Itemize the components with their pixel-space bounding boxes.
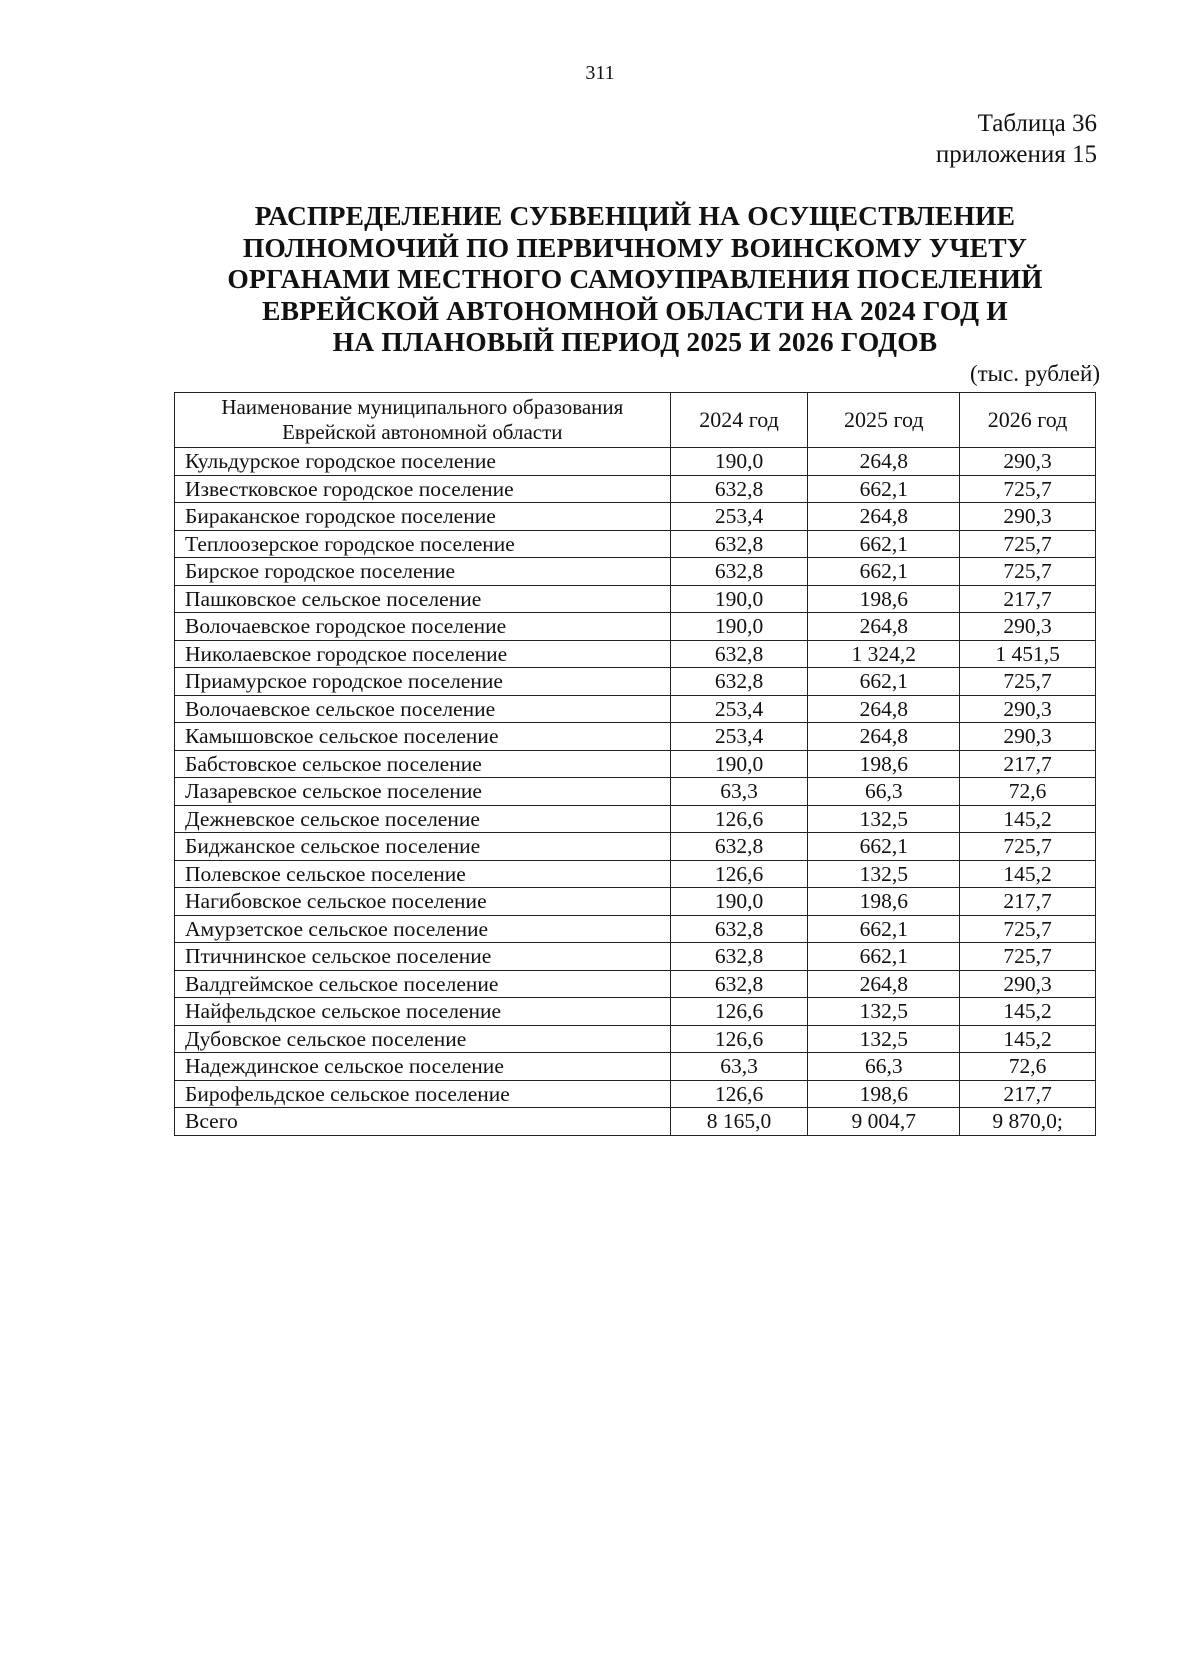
value-2025-cell: 264,8 (808, 723, 960, 751)
value-2024-cell: 8 165,0 (670, 1108, 808, 1136)
table-row (175, 668, 1096, 696)
value-2025-cell: 9 004,7 (808, 1108, 960, 1136)
municipality-cell: Волочаевское сельское поселение (175, 695, 671, 723)
value-2024-cell: 632,8 (670, 833, 808, 861)
table-row (175, 915, 1096, 943)
header-municipality (175, 393, 671, 448)
value-2025-cell: 264,8 (808, 970, 960, 998)
title-line: РАСПРЕДЕЛЕНИЕ СУБВЕНЦИЙ НА ОСУЩЕСТВЛЕНИЕ (254, 200, 1016, 231)
value-2026-cell: 217,7 (960, 750, 1096, 778)
municipality-cell: Камышовское сельское поселение (175, 723, 671, 751)
table-row (175, 695, 1096, 723)
municipality-cell: Нагибовское сельское поселение (175, 888, 671, 916)
value-2026-cell: 1 451,5 (960, 640, 1096, 668)
header-row (175, 393, 1096, 448)
value-2026-cell: 725,7 (960, 668, 1096, 696)
value-2026-cell: 290,3 (960, 723, 1096, 751)
value-2024-cell: 632,8 (670, 558, 808, 586)
value-2026-cell: 290,3 (960, 503, 1096, 531)
municipality-cell: Полевское сельское поселение (175, 860, 671, 888)
value-2024-cell: 126,6 (670, 998, 808, 1026)
value-2026-cell: 72,6 (960, 778, 1096, 806)
header-municipality-line1: Наименование муниципального образования (221, 395, 624, 419)
value-2024-cell: 126,6 (670, 860, 808, 888)
value-2026-cell: 725,7 (960, 833, 1096, 861)
municipality-cell: Надеждинское сельское поселение (175, 1053, 671, 1081)
table-row (175, 475, 1096, 503)
municipality-cell: Бираканское городское поселение (175, 503, 671, 531)
value-2025-cell: 662,1 (808, 833, 960, 861)
municipality-cell: Известковское городское поселение (175, 475, 671, 503)
value-2025-cell: 1 324,2 (808, 640, 960, 668)
table-row (175, 860, 1096, 888)
value-2026-cell: 145,2 (960, 998, 1096, 1026)
table-row (175, 530, 1096, 558)
municipality-cell: Дубовское сельское поселение (175, 1025, 671, 1053)
value-2024-cell: 126,6 (670, 805, 808, 833)
value-2025-cell: 198,6 (808, 750, 960, 778)
value-2026-cell: 9 870,0; (960, 1108, 1096, 1136)
value-2024-cell: 63,3 (670, 778, 808, 806)
table-row (175, 613, 1096, 641)
table-row (175, 640, 1096, 668)
value-2026-cell: 725,7 (960, 475, 1096, 503)
value-2026-cell: 145,2 (960, 805, 1096, 833)
value-2024-cell: 632,8 (670, 943, 808, 971)
header-municipality-line2: Еврейской автономной области (282, 420, 563, 444)
title-line: ЕВРЕЙСКОЙ АВТОНОМНОЙ ОБЛАСТИ НА 2024 ГОД И (262, 294, 1008, 326)
table-row (175, 585, 1096, 613)
table-row (175, 805, 1096, 833)
value-2026-cell: 72,6 (960, 1053, 1096, 1081)
value-2024-cell: 632,8 (670, 915, 808, 943)
value-2025-cell: 132,5 (808, 860, 960, 888)
table-row (175, 1053, 1096, 1081)
value-2024-cell: 190,0 (670, 585, 808, 613)
table-number: Таблица 36 (977, 110, 1097, 137)
municipality-cell: Бабстовское сельское поселение (175, 750, 671, 778)
title-line: ПОЛНОМОЧИЙ ПО ПЕРВИЧНОМУ ВОИНСКОМУ УЧЕТУ (242, 231, 1028, 263)
value-2026-cell: 217,7 (960, 888, 1096, 916)
table-row (175, 723, 1096, 751)
value-2026-cell: 217,7 (960, 585, 1096, 613)
value-2026-cell: 290,3 (960, 613, 1096, 641)
value-2025-cell: 132,5 (808, 998, 960, 1026)
value-2024-cell: 126,6 (670, 1025, 808, 1053)
value-2025-cell: 662,1 (808, 475, 960, 503)
value-2026-cell: 725,7 (960, 558, 1096, 586)
value-2026-cell: 290,3 (960, 448, 1096, 476)
value-2026-cell: 145,2 (960, 860, 1096, 888)
value-2024-cell: 632,8 (670, 668, 808, 696)
value-2024-cell: 63,3 (670, 1053, 808, 1081)
table-row (175, 558, 1096, 586)
value-2025-cell: 662,1 (808, 915, 960, 943)
value-2024-cell: 190,0 (670, 750, 808, 778)
value-2025-cell: 662,1 (808, 943, 960, 971)
table-reference (936, 108, 1097, 170)
table-row (175, 888, 1096, 916)
municipality-cell: Найфельдское сельское поселение (175, 998, 671, 1026)
table-row (175, 448, 1096, 476)
value-2025-cell: 662,1 (808, 668, 960, 696)
value-2025-cell: 264,8 (808, 503, 960, 531)
title-line: НА ПЛАНОВЫЙ ПЕРИОД 2025 И 2026 ГОДОВ (332, 326, 938, 357)
value-2025-cell: 132,5 (808, 1025, 960, 1053)
value-2025-cell: 662,1 (808, 530, 960, 558)
value-2025-cell: 198,6 (808, 585, 960, 613)
municipality-cell: Николаевское городское поселение (175, 640, 671, 668)
units-label: (тыс. рублей) (969, 361, 1100, 386)
table-row (175, 1080, 1096, 1108)
table-row (175, 943, 1096, 971)
page-number: 311 (585, 62, 615, 84)
header-2024: 2024 год (670, 393, 808, 448)
value-2024-cell: 126,6 (670, 1080, 808, 1108)
value-2025-cell: 198,6 (808, 1080, 960, 1108)
table-row (175, 1025, 1096, 1053)
value-2025-cell: 66,3 (808, 1053, 960, 1081)
value-2024-cell: 632,8 (670, 475, 808, 503)
municipality-cell: Кульдурское городское поселение (175, 448, 671, 476)
municipality-cell: Бирское городское поселение (175, 558, 671, 586)
document-title (155, 200, 1115, 358)
value-2024-cell: 190,0 (670, 613, 808, 641)
municipality-cell: Всего (175, 1108, 671, 1136)
table-row (175, 970, 1096, 998)
value-2024-cell: 253,4 (670, 503, 808, 531)
value-2026-cell: 725,7 (960, 943, 1096, 971)
municipality-cell: Теплоозерское городское поселение (175, 530, 671, 558)
value-2025-cell: 198,6 (808, 888, 960, 916)
value-2026-cell: 217,7 (960, 1080, 1096, 1108)
municipality-cell: Биджанское сельское поселение (175, 833, 671, 861)
value-2024-cell: 253,4 (670, 695, 808, 723)
value-2025-cell: 662,1 (808, 558, 960, 586)
value-2025-cell: 132,5 (808, 805, 960, 833)
value-2026-cell: 290,3 (960, 970, 1096, 998)
header-2025: 2025 год (808, 393, 960, 448)
value-2024-cell: 632,8 (670, 970, 808, 998)
value-2024-cell: 253,4 (670, 723, 808, 751)
header-2026: 2026 год (960, 393, 1096, 448)
municipality-cell: Лазаревское сельское поселение (175, 778, 671, 806)
table-body (175, 448, 1096, 1136)
value-2025-cell: 264,8 (808, 613, 960, 641)
table-row (175, 503, 1096, 531)
table-row (175, 750, 1096, 778)
table-row (175, 998, 1096, 1026)
municipality-cell: Амурзетское сельское поселение (175, 915, 671, 943)
value-2024-cell: 632,8 (670, 640, 808, 668)
title-line: ОРГАНАМИ МЕСТНОГО САМОУПРАВЛЕНИЯ ПОСЕЛЕНИЙ (227, 263, 1043, 294)
municipality-cell: Птичнинское сельское поселение (175, 943, 671, 971)
municipality-cell: Пашковское сельское поселение (175, 585, 671, 613)
municipality-cell: Волочаевское городское поселение (175, 613, 671, 641)
municipality-cell: Дежневское сельское поселение (175, 805, 671, 833)
value-2024-cell: 190,0 (670, 888, 808, 916)
municipality-cell: Приамурское городское поселение (175, 668, 671, 696)
table-header (175, 393, 1096, 448)
value-2026-cell: 290,3 (960, 695, 1096, 723)
municipality-cell: Бирофельдское сельское поселение (175, 1080, 671, 1108)
subvention-table (174, 392, 1096, 1136)
appendix-number: приложения 15 (935, 141, 1097, 168)
value-2026-cell: 145,2 (960, 1025, 1096, 1053)
table-row (175, 833, 1096, 861)
value-2025-cell: 264,8 (808, 448, 960, 476)
value-2025-cell: 66,3 (808, 778, 960, 806)
value-2024-cell: 632,8 (670, 530, 808, 558)
municipality-cell: Валдгеймское сельское поселение (175, 970, 671, 998)
value-2026-cell: 725,7 (960, 915, 1096, 943)
total-row (175, 1108, 1096, 1136)
table-row (175, 778, 1096, 806)
value-2026-cell: 725,7 (960, 530, 1096, 558)
value-2025-cell: 264,8 (808, 695, 960, 723)
value-2024-cell: 190,0 (670, 448, 808, 476)
